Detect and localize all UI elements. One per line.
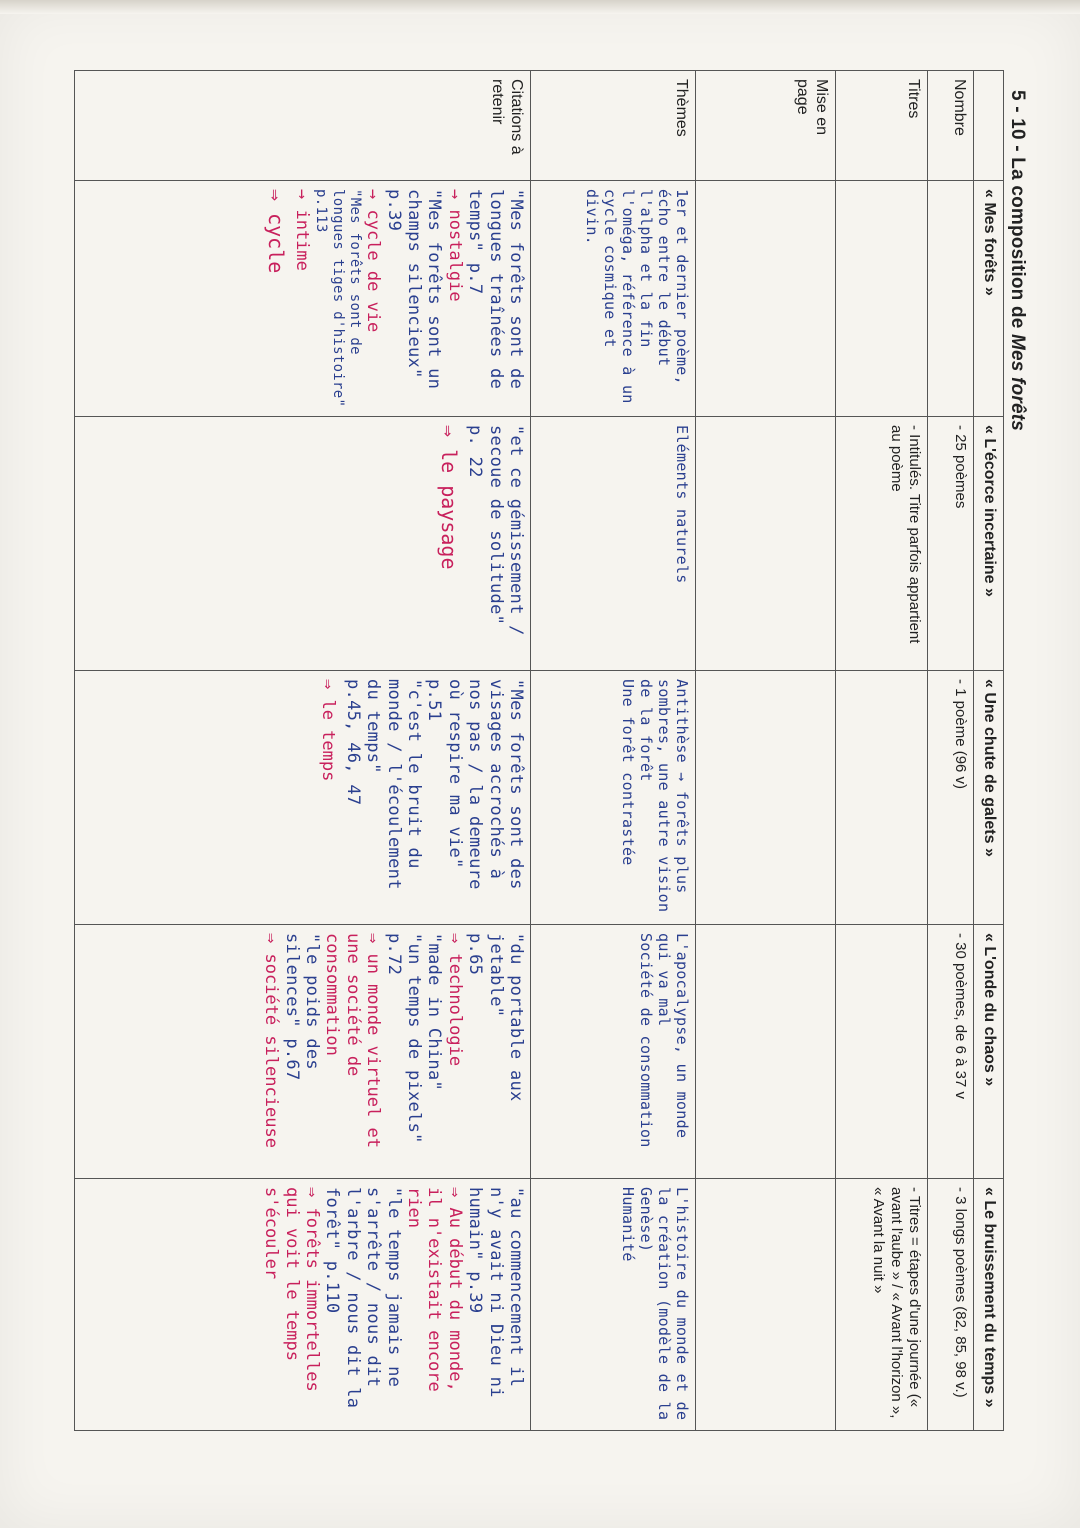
title-work: Mes forêts: [1007, 334, 1028, 432]
cell-mise-en-page-1: [696, 181, 836, 417]
cell-titres-3: [836, 671, 928, 925]
cell-themes-1: 1er et dernier poème, écho entre le début l'alpha et la fin l'oméga, référence à un cycle cosmique et divin.: [531, 181, 696, 417]
note-monde-virtuel: ⇒ un monde virtuel et une société de consommation: [322, 933, 384, 1148]
quote-mes-forets-3: "Mes forêts sont de longues tiges d'histoire" p.113: [313, 189, 363, 408]
cell-citations-4: [75, 925, 531, 1179]
row-label-citations: Citations à retenir: [75, 71, 531, 181]
corner-cell: [974, 71, 1004, 181]
quote-poids-des-silences: "le poids des silences" p.67: [281, 933, 323, 1081]
rotated-page: [40, 30, 1040, 1430]
cell-titres-1: [836, 181, 928, 417]
quote-commencement: "au commencement il n'y avait ni Dieu ni humain" p.39: [465, 1187, 526, 1398]
note-technologie: ⇒ technologie: [444, 933, 465, 1067]
cell-nombre-5: - 3 longs poèmes (82, 85, 98 v.): [928, 1179, 974, 1431]
title-prefix: 5 - 10 - La composition de: [1007, 90, 1028, 334]
row-citations: [75, 71, 531, 1431]
row-label-themes: Thèmes: [531, 71, 696, 181]
cell-citations-3: [75, 671, 531, 925]
cell-nombre-4: - 30 poèmes, de 6 à 37 v: [928, 925, 974, 1179]
composition-table: [74, 70, 1004, 1431]
row-themes: [531, 71, 696, 1431]
row-titres: [836, 71, 928, 1431]
cell-titres-2: - Intitulés. Titre parfois appartient au poème: [836, 417, 928, 671]
col-header-bruissement-du-temps: « Le bruissement du temps »: [974, 1179, 1004, 1431]
quote-mes-forets-1: "Mes forêts sont de longues traînées de temps" p.7: [465, 189, 526, 390]
col-header-chute-de-galets: « Une chute de galets »: [974, 671, 1004, 925]
cell-themes-5: L'histoire du monde et de la création (modèle de la Genèse) Humanité: [531, 1179, 696, 1431]
cell-titres-5: - Titres = étapes d'une journée (« avant l'aube » / « Avant l'horizon », « Avant la nuit »: [836, 1179, 928, 1431]
note-paysage: ⇒ le paysage: [436, 425, 461, 570]
cell-titres-4: [836, 925, 928, 1179]
cell-citations-1: [75, 181, 531, 417]
col-header-mes-forets: « Mes forêts »: [974, 181, 1004, 417]
cell-themes-4: L'apocalypse, un monde qui va mal Société de consommation: [531, 925, 696, 1179]
row-nombre: [928, 71, 974, 1431]
quote-gemissement: "et ce gémissement / secoue de solitude" p. 22: [465, 425, 526, 636]
note-cycle: ⇒ cycle: [264, 189, 289, 274]
header-row: [974, 71, 1004, 1431]
note-forets-immortelles: ⇒ forêts immortelles qui voit le temps s'écouler: [261, 1187, 323, 1392]
row-label-nombre: Nombre: [928, 71, 974, 181]
note-intime: → intime: [292, 189, 313, 271]
cell-citations-5: [75, 1179, 531, 1431]
cell-nombre-1: [928, 181, 974, 417]
cell-nombre-2: - 25 poèmes: [928, 417, 974, 671]
cell-citations-2: [75, 417, 531, 671]
note-le-temps: ⇒ le temps: [318, 679, 339, 782]
note-societe-silencieuse: ⇒ société silencieuse: [261, 933, 282, 1148]
row-label-titres: Titres: [836, 71, 928, 181]
quote-visages: "Mes forêts sont des visages accrochés à nos pas / la demeure où respire ma vie" p.51 "c'est le bruit du monde / l'écoulement du temps" p.45, 46, 47: [342, 679, 526, 890]
note-cycle-de-vie: → cycle de vie: [363, 189, 384, 333]
col-header-ecorce-incertaine: « L'écorce incertaine »: [974, 417, 1004, 671]
page-title: [1006, 90, 1028, 431]
cell-mise-en-page-2: [696, 417, 836, 671]
quote-made-in-china: "made in China" "un temps de pixels" p.72: [383, 933, 445, 1144]
quote-temps-jamais: "le temps jamais ne s'arrête / nous dit l'arbre / nous dit la forêt" p.110: [322, 1187, 404, 1409]
row-label-mise-en-page: Mise en page: [696, 71, 836, 181]
quote-portable: "du portable aux jetable" p.65: [465, 933, 526, 1102]
col-header-onde-du-chaos: « L'onde du chaos »: [974, 925, 1004, 1179]
cell-mise-en-page-5: [696, 1179, 836, 1431]
cell-mise-en-page-3: [696, 671, 836, 925]
note-debut-du-monde: ⇒ Au début du monde, il n'existait encore rien: [404, 1187, 465, 1392]
cell-themes-3: Antithèse → forêts plus sombres, une autre vision de la forêt Une forêt contrastée: [531, 671, 696, 925]
cell-nombre-3: - 1 poème (96 v): [928, 671, 974, 925]
cell-themes-2: Eléments naturels: [531, 417, 696, 671]
note-nostalgie: → nostalgie: [444, 189, 465, 302]
quote-mes-forets-2: "Mes forêts sont un champs silencieux" p.39: [383, 189, 445, 390]
cell-mise-en-page-4: [696, 925, 836, 1179]
row-mise-en-page: [696, 71, 836, 1431]
